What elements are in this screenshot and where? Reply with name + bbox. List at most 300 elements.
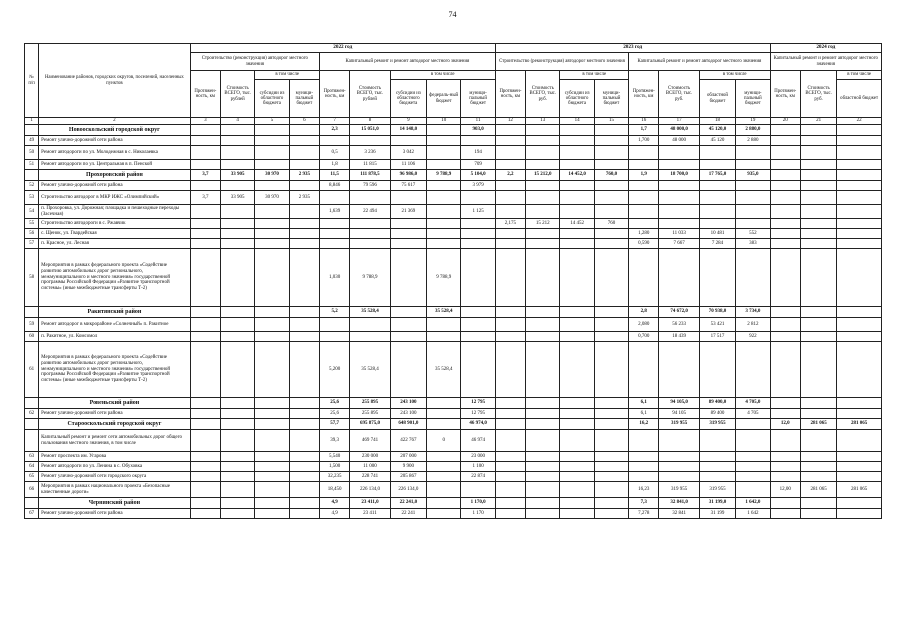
value-cell bbox=[629, 452, 659, 462]
row-number-cell bbox=[25, 170, 39, 181]
value-cell bbox=[220, 482, 254, 498]
col-num-header: № п/п bbox=[25, 44, 39, 118]
row-number-cell: 64 bbox=[25, 462, 39, 472]
value-cell bbox=[461, 229, 495, 239]
table-row bbox=[25, 462, 882, 472]
value-cell: 469 741 bbox=[350, 430, 390, 452]
table-row bbox=[25, 509, 882, 519]
value-cell: 1 170 bbox=[461, 509, 495, 519]
col-municipal-header: муници-пальный бюджет bbox=[461, 80, 495, 118]
value-cell bbox=[629, 342, 659, 398]
value-cell: 17 765,0 bbox=[699, 170, 735, 181]
value-cell bbox=[770, 430, 800, 452]
value-cell bbox=[350, 332, 390, 342]
row-name-cell: с. Щенок, ул. Гвардейская bbox=[39, 229, 191, 239]
value-cell bbox=[289, 482, 319, 498]
value-cell bbox=[190, 181, 220, 191]
value-cell: 3 042 bbox=[390, 146, 426, 160]
value-cell: 23 411 bbox=[350, 509, 390, 519]
value-cell: 281 065 bbox=[837, 482, 882, 498]
value-cell: 15 212,0 bbox=[526, 170, 560, 181]
value-cell: 922 bbox=[736, 332, 770, 342]
value-cell bbox=[289, 249, 319, 307]
value-cell: 31 199 bbox=[699, 509, 735, 519]
value-cell bbox=[255, 482, 289, 498]
value-cell bbox=[659, 146, 699, 160]
row-name-cell: Ракитянский район bbox=[39, 307, 191, 318]
row-name-cell: Мероприятия в рамках национального проекта «Безопасные качественные дороги» bbox=[39, 482, 191, 498]
value-cell: 6,1 bbox=[629, 409, 659, 419]
value-cell: 11 033 bbox=[659, 229, 699, 239]
value-cell bbox=[255, 409, 289, 419]
value-cell: 16,23 bbox=[629, 482, 659, 498]
value-cell bbox=[319, 219, 349, 229]
value-cell bbox=[736, 219, 770, 229]
col-subsidy-header: субсидии из областного бюджета bbox=[255, 80, 289, 118]
value-cell bbox=[736, 181, 770, 191]
column-number-cell: 20 bbox=[770, 118, 800, 125]
value-cell bbox=[594, 342, 628, 398]
value-cell bbox=[427, 191, 461, 205]
value-cell bbox=[560, 136, 594, 146]
value-cell: 2 880,0 bbox=[736, 125, 770, 136]
row-name-cell: Старооскольский городской округ bbox=[39, 419, 191, 430]
value-cell: 39,3 bbox=[319, 430, 349, 452]
value-cell: 1 125 bbox=[461, 205, 495, 219]
value-cell bbox=[800, 229, 836, 239]
including-header: в том числе bbox=[255, 71, 320, 80]
value-cell bbox=[629, 191, 659, 205]
value-cell: 2 880 bbox=[736, 136, 770, 146]
value-cell bbox=[495, 498, 525, 509]
value-cell: 12 795 bbox=[461, 398, 495, 409]
value-cell: 255 895 bbox=[350, 398, 390, 409]
value-cell: 25,6 bbox=[319, 398, 349, 409]
group-repair-2024: Капитальный ремонт и ремонт автодорог местного значения bbox=[770, 53, 881, 71]
value-cell bbox=[526, 191, 560, 205]
value-cell bbox=[495, 452, 525, 462]
value-cell: 194 bbox=[461, 146, 495, 160]
value-cell: 32 841 bbox=[659, 509, 699, 519]
table-body bbox=[25, 125, 882, 519]
value-cell: 32 841,0 bbox=[659, 498, 699, 509]
value-cell bbox=[427, 332, 461, 342]
value-cell bbox=[289, 332, 319, 342]
value-cell bbox=[736, 146, 770, 160]
group-build-2022: Строительство (реконструкция) автодорог местного значения bbox=[190, 53, 319, 71]
row-name-cell: Ремонт автодороги по ул. Молодежная в с. Николаевка bbox=[39, 146, 191, 160]
value-cell bbox=[495, 472, 525, 482]
value-cell bbox=[800, 239, 836, 249]
value-cell bbox=[629, 249, 659, 307]
value-cell bbox=[837, 146, 882, 160]
value-cell: 205 867 bbox=[390, 472, 426, 482]
value-cell bbox=[390, 219, 426, 229]
value-cell: 94 105,0 bbox=[659, 398, 699, 409]
value-cell bbox=[629, 205, 659, 219]
column-number-cell: 19 bbox=[736, 118, 770, 125]
value-cell: 255 895 bbox=[350, 409, 390, 419]
value-cell bbox=[289, 219, 319, 229]
col-cost-header: Стоимость ВСЕГО, тыс. рублей bbox=[350, 71, 390, 118]
value-cell: 319 955 bbox=[699, 482, 735, 498]
including-header: в том числе bbox=[390, 71, 495, 80]
table-row bbox=[25, 249, 882, 307]
value-cell bbox=[190, 462, 220, 472]
value-cell bbox=[560, 409, 594, 419]
value-cell bbox=[560, 472, 594, 482]
value-cell bbox=[594, 332, 628, 342]
row-number-cell: 60 bbox=[25, 332, 39, 342]
value-cell: 18 700,0 bbox=[659, 170, 699, 181]
row-name-cell: п. Ракитное, ул. Комсомол bbox=[39, 332, 191, 342]
value-cell bbox=[190, 398, 220, 409]
value-cell: 31 199,0 bbox=[699, 498, 735, 509]
table-row bbox=[25, 136, 882, 146]
value-cell bbox=[770, 249, 800, 307]
value-cell bbox=[461, 136, 495, 146]
value-cell bbox=[255, 462, 289, 472]
value-cell bbox=[770, 125, 800, 136]
value-cell: 1 642 bbox=[736, 509, 770, 519]
value-cell bbox=[255, 229, 289, 239]
value-cell: 15 212 bbox=[526, 219, 560, 229]
col-regional-header: областной бюджет bbox=[699, 80, 735, 118]
value-cell bbox=[594, 419, 628, 430]
value-cell: 70 938,0 bbox=[699, 307, 735, 318]
row-number-cell: 54 bbox=[25, 205, 39, 219]
col-federal-header: федераль-ный бюджет bbox=[427, 80, 461, 118]
value-cell bbox=[427, 498, 461, 509]
value-cell bbox=[560, 342, 594, 398]
value-cell bbox=[427, 462, 461, 472]
value-cell bbox=[220, 229, 254, 239]
value-cell bbox=[736, 205, 770, 219]
value-cell bbox=[190, 318, 220, 332]
value-cell bbox=[560, 452, 594, 462]
column-number-cell: 3 bbox=[190, 118, 220, 125]
value-cell bbox=[594, 239, 628, 249]
value-cell: 0,700 bbox=[629, 332, 659, 342]
value-cell bbox=[190, 452, 220, 462]
value-cell bbox=[220, 307, 254, 318]
value-cell bbox=[526, 136, 560, 146]
value-cell: 12,0 bbox=[770, 419, 800, 430]
value-cell bbox=[629, 472, 659, 482]
group-repair-2023: Капитальный ремонт и ремонт автодорог местного значения bbox=[629, 53, 771, 71]
value-cell bbox=[560, 509, 594, 519]
column-number-row bbox=[25, 118, 882, 125]
value-cell bbox=[220, 342, 254, 398]
value-cell bbox=[560, 146, 594, 160]
value-cell bbox=[837, 342, 882, 398]
value-cell bbox=[629, 462, 659, 472]
row-name-cell: Ремонт улично-дорожной сети района bbox=[39, 181, 191, 191]
value-cell bbox=[461, 219, 495, 229]
value-cell bbox=[526, 342, 560, 398]
value-cell bbox=[594, 191, 628, 205]
value-cell bbox=[390, 136, 426, 146]
value-cell bbox=[699, 191, 735, 205]
value-cell: 935,0 bbox=[736, 170, 770, 181]
value-cell bbox=[594, 181, 628, 191]
value-cell bbox=[255, 472, 289, 482]
value-cell bbox=[659, 205, 699, 219]
row-number-cell: 51 bbox=[25, 160, 39, 170]
column-number-cell: 2 bbox=[39, 118, 191, 125]
district-subtotal-row bbox=[25, 307, 882, 318]
value-cell bbox=[837, 398, 882, 409]
column-number-cell: 17 bbox=[659, 118, 699, 125]
col-cost-header: Стоимость ВСЕГО, тыс. руб. bbox=[659, 71, 699, 118]
value-cell: 17 517 bbox=[699, 332, 735, 342]
value-cell bbox=[461, 239, 495, 249]
value-cell: 96 986,0 bbox=[390, 170, 426, 181]
value-cell bbox=[220, 125, 254, 136]
value-cell bbox=[560, 482, 594, 498]
value-cell: 57,7 bbox=[319, 419, 349, 430]
value-cell: 3 734,0 bbox=[736, 307, 770, 318]
value-cell bbox=[495, 332, 525, 342]
value-cell bbox=[770, 146, 800, 160]
value-cell bbox=[220, 239, 254, 249]
value-cell bbox=[495, 249, 525, 307]
table-row bbox=[25, 332, 882, 342]
value-cell: 1,280 bbox=[629, 229, 659, 239]
value-cell bbox=[495, 482, 525, 498]
value-cell: 23 000 bbox=[461, 452, 495, 462]
value-cell: 1,500 bbox=[319, 462, 349, 472]
value-cell bbox=[837, 307, 882, 318]
value-cell bbox=[390, 229, 426, 239]
value-cell: 319 955 bbox=[699, 419, 735, 430]
value-cell: 2,175 bbox=[495, 219, 525, 229]
value-cell bbox=[837, 191, 882, 205]
value-cell: 281 065 bbox=[837, 419, 882, 430]
value-cell bbox=[255, 239, 289, 249]
value-cell bbox=[289, 430, 319, 452]
value-cell: 12,00 bbox=[770, 482, 800, 498]
value-cell: 9 788,9 bbox=[427, 170, 461, 181]
value-cell: 23 411,0 bbox=[350, 498, 390, 509]
value-cell bbox=[800, 342, 836, 398]
value-cell: 1,030 bbox=[319, 249, 349, 307]
value-cell bbox=[255, 181, 289, 191]
table-row bbox=[25, 239, 882, 249]
value-cell bbox=[220, 472, 254, 482]
value-cell: 2,080 bbox=[629, 318, 659, 332]
value-cell: 8,846 bbox=[319, 181, 349, 191]
value-cell bbox=[837, 318, 882, 332]
value-cell bbox=[190, 430, 220, 452]
district-subtotal-row bbox=[25, 170, 882, 181]
value-cell: 14 452 bbox=[560, 219, 594, 229]
row-number-cell: 66 bbox=[25, 482, 39, 498]
value-cell bbox=[594, 307, 628, 318]
value-cell bbox=[800, 318, 836, 332]
value-cell: 35 528,4 bbox=[350, 342, 390, 398]
value-cell bbox=[461, 332, 495, 342]
table-row bbox=[25, 219, 882, 229]
row-name-cell: Строительство автодорог в МКР ИЖС «Олимпийский» bbox=[39, 191, 191, 205]
value-cell bbox=[190, 482, 220, 498]
value-cell bbox=[427, 229, 461, 239]
value-cell: 89 400,0 bbox=[699, 398, 735, 409]
col-length-header: Протяжен-ность, км bbox=[495, 71, 525, 118]
row-name-cell: п. Красное, ул. Лесная bbox=[39, 239, 191, 249]
value-cell: 7 667 bbox=[659, 239, 699, 249]
value-cell bbox=[800, 462, 836, 472]
value-cell: 695 875,0 bbox=[350, 419, 390, 430]
value-cell bbox=[770, 509, 800, 519]
value-cell bbox=[319, 318, 349, 332]
value-cell bbox=[736, 342, 770, 398]
value-cell: 1 170,0 bbox=[461, 498, 495, 509]
value-cell bbox=[495, 239, 525, 249]
value-cell bbox=[594, 125, 628, 136]
table-row bbox=[25, 452, 882, 462]
value-cell bbox=[526, 409, 560, 419]
column-number-cell: 12 bbox=[495, 118, 525, 125]
value-cell bbox=[289, 307, 319, 318]
value-cell bbox=[289, 419, 319, 430]
value-cell bbox=[594, 452, 628, 462]
value-cell bbox=[350, 136, 390, 146]
value-cell bbox=[220, 205, 254, 219]
value-cell bbox=[560, 191, 594, 205]
including-header: в том числе bbox=[837, 71, 882, 80]
value-cell bbox=[220, 219, 254, 229]
value-cell bbox=[800, 398, 836, 409]
value-cell bbox=[495, 146, 525, 160]
value-cell bbox=[220, 398, 254, 409]
column-number-cell: 13 bbox=[526, 118, 560, 125]
value-cell: 6,1 bbox=[629, 398, 659, 409]
value-cell bbox=[526, 249, 560, 307]
value-cell bbox=[319, 229, 349, 239]
value-cell bbox=[594, 430, 628, 452]
value-cell bbox=[289, 409, 319, 419]
value-cell bbox=[800, 191, 836, 205]
value-cell bbox=[495, 160, 525, 170]
col-length-header: Протяжен-ность, км bbox=[319, 71, 349, 118]
value-cell: 89 400 bbox=[699, 409, 735, 419]
value-cell bbox=[560, 249, 594, 307]
value-cell bbox=[699, 205, 735, 219]
value-cell bbox=[800, 472, 836, 482]
value-cell bbox=[220, 332, 254, 342]
row-name-cell: Ремонт автодороги по ул. Ленина в с. Обуховка bbox=[39, 462, 191, 472]
value-cell: 11,5 bbox=[319, 170, 349, 181]
value-cell bbox=[837, 409, 882, 419]
value-cell bbox=[190, 146, 220, 160]
value-cell bbox=[800, 181, 836, 191]
value-cell bbox=[220, 452, 254, 462]
value-cell bbox=[770, 318, 800, 332]
value-cell: 319 955 bbox=[659, 482, 699, 498]
value-cell bbox=[736, 249, 770, 307]
district-subtotal-row bbox=[25, 398, 882, 409]
row-name-cell: Ровеньский район bbox=[39, 398, 191, 409]
value-cell bbox=[289, 452, 319, 462]
column-number-cell: 11 bbox=[461, 118, 495, 125]
value-cell bbox=[289, 136, 319, 146]
value-cell bbox=[427, 482, 461, 498]
value-cell: 243 100 bbox=[390, 409, 426, 419]
value-cell: 22 241 bbox=[390, 509, 426, 519]
value-cell bbox=[220, 146, 254, 160]
value-cell bbox=[220, 136, 254, 146]
value-cell bbox=[427, 136, 461, 146]
value-cell bbox=[560, 181, 594, 191]
value-cell bbox=[390, 191, 426, 205]
value-cell bbox=[629, 219, 659, 229]
value-cell bbox=[770, 342, 800, 398]
value-cell bbox=[594, 136, 628, 146]
value-cell: 709 bbox=[461, 160, 495, 170]
value-cell bbox=[837, 249, 882, 307]
value-cell bbox=[659, 249, 699, 307]
value-cell bbox=[800, 249, 836, 307]
value-cell: 14 148,0 bbox=[390, 125, 426, 136]
value-cell bbox=[800, 160, 836, 170]
value-cell bbox=[629, 430, 659, 452]
value-cell bbox=[255, 136, 289, 146]
value-cell bbox=[255, 146, 289, 160]
value-cell bbox=[800, 170, 836, 181]
value-cell bbox=[837, 229, 882, 239]
value-cell bbox=[736, 482, 770, 498]
row-number-cell: 61 bbox=[25, 342, 39, 398]
value-cell bbox=[594, 249, 628, 307]
value-cell bbox=[699, 219, 735, 229]
value-cell bbox=[629, 146, 659, 160]
value-cell: 11 000 bbox=[350, 462, 390, 472]
value-cell bbox=[255, 205, 289, 219]
value-cell: 46 974,0 bbox=[461, 419, 495, 430]
column-number-cell: 10 bbox=[427, 118, 461, 125]
value-cell bbox=[736, 419, 770, 430]
value-cell bbox=[560, 398, 594, 409]
row-name-cell: Строительство автодороги в с. Ржавчик bbox=[39, 219, 191, 229]
row-name-cell: Ремонт улично-дорожной сети района bbox=[39, 409, 191, 419]
value-cell: 226 134,0 bbox=[390, 482, 426, 498]
value-cell bbox=[594, 146, 628, 160]
value-cell: 1 100 bbox=[461, 462, 495, 472]
value-cell bbox=[699, 342, 735, 398]
value-cell: 903,0 bbox=[461, 125, 495, 136]
value-cell: 111 878,5 bbox=[350, 170, 390, 181]
group-repair-2022: Капитальный ремонт и ремонт автодорог местного значения bbox=[319, 53, 495, 71]
value-cell: 9 900 bbox=[390, 462, 426, 472]
value-cell bbox=[800, 136, 836, 146]
value-cell: 281 065 bbox=[800, 419, 836, 430]
table-row bbox=[25, 482, 882, 498]
value-cell: 16,2 bbox=[629, 419, 659, 430]
value-cell: 1,639 bbox=[319, 205, 349, 219]
value-cell bbox=[289, 398, 319, 409]
value-cell: 243 100 bbox=[390, 398, 426, 409]
column-number-cell: 6 bbox=[289, 118, 319, 125]
value-cell bbox=[594, 229, 628, 239]
value-cell bbox=[837, 430, 882, 452]
value-cell bbox=[220, 462, 254, 472]
value-cell bbox=[770, 191, 800, 205]
value-cell bbox=[659, 430, 699, 452]
row-name-cell: Ремонт улично-дорожной сети городского округа bbox=[39, 472, 191, 482]
value-cell bbox=[289, 146, 319, 160]
value-cell bbox=[255, 307, 289, 318]
